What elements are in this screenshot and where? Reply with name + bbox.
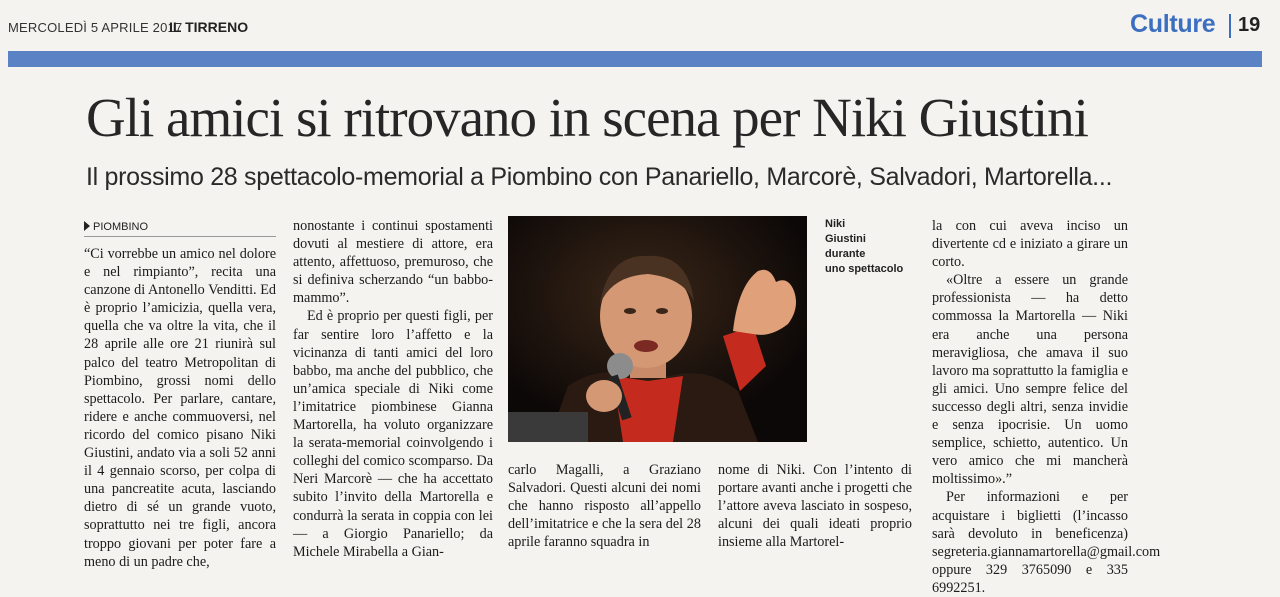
dateline <box>84 221 276 237</box>
article-photo <box>508 216 807 442</box>
newspaper-name: IL TIRRENO <box>169 19 249 35</box>
article-column-4 <box>718 461 912 551</box>
issue-date: MERCOLEDÌ 5 APRILE 2017 <box>8 20 183 35</box>
performer-photo-illustration <box>508 216 807 442</box>
header-divider <box>1229 14 1231 38</box>
paragraph: la con cui aveva inciso un divertente cd e iniziato a girare un corto. <box>932 218 1128 271</box>
paragraph: carlo Magalli, a Graziano Salvadori. Questi alcuni dei nomi che hanno risposto all’appello dell’imitatrice e che la sera del 28 aprile faranno squadra in <box>508 462 701 551</box>
article-subheadline: Il prossimo 28 spettacolo-memorial a Piombino con Panariello, Marcorè, Salvadori, Martorella... <box>86 163 1113 191</box>
photo-caption <box>825 217 915 277</box>
section-color-bar <box>8 51 1262 67</box>
section-title: Culture <box>1130 10 1216 38</box>
paragraph: Per informazioni e per acquistare i biglietti (l’incasso sarà devoluto in beneficenza) segreteria.giannamartorella@gmail.com oppure 329 3765090 e 335 6992251. <box>932 489 1161 596</box>
dateline-marker-icon <box>84 221 90 231</box>
caption-line: Giustini <box>825 233 866 245</box>
paragraph: nome di Niki. Con l’intento di portare avanti anche i progetti che l’attore aveva lasciato in sospeso, alcuni dei quali ideati proprio insieme alla Martorel- <box>718 462 912 551</box>
article-headline: Gli amici si ritrovano in scena per Niki Giustini <box>86 87 1088 148</box>
page-number: 19 <box>1238 14 1261 36</box>
dateline-text: PIOMBINO <box>93 221 149 233</box>
paragraph: Ed è proprio per questi figli, per far sentire loro l’affetto e la vicinanza di tanti amici del loro babbo, ma anche del pubblico, che un’amica speciale di Niki come l’imitatrice piombinese Gianna Martorella, ha voluto organizzare la serata-memorial coinvolgendo i colleghi del comico scomparso. Da Neri Marcorè — che ha accettato subito l’invito della Martorella e condurrà la serata in coppia con lei — a Giorgio Panariello; da Michele Mirabella a Gian- <box>293 308 493 560</box>
paragraph: “Ci vorrebbe un amico nel dolore e nel rimpianto”, recita una canzone di Antonello Venditti. Ed è proprio l’amicizia, quella vera, quella che va oltre la vita, che il 28 aprile alle ore 21 riunirà sul palco del teatro Metropolitan di Piombino, grossi nomi dello spettacolo. Per parlare, cantare, ridere e anche commuoversi, nel ricordo del comico pisano Niki Giustini, andato via a soli 52 anni il 4 gennaio scorso, per colpa di una pancreatite acuta, lasciando dietro di sé un grande vuoto, soprattutto nei tre figli, ancora troppo giovani per poter fare a meno di un padre che, <box>84 246 276 570</box>
article-column-1 <box>84 245 276 571</box>
paragraph: «Oltre a essere un grande professionista — ha detto commossa la Martorella — Niki era anche una persona meravigliosa, che amava il suo lavoro ma soprattutto la famiglia e gli amici. Uno sempre felice del successo degli altri, senza invidie e senza ipocrisie. Un uomo semplice, schietto, autentico. Un vero amico che mi mancherà moltissimo».” <box>932 272 1128 488</box>
article-column-3 <box>508 461 701 551</box>
article-column-5 <box>932 217 1161 597</box>
caption-line: Niki <box>825 218 846 230</box>
caption-line: uno spettacolo <box>825 263 904 275</box>
paragraph: nonostante i continui spostamenti dovuti al mestiere di attore, era attento, affettuoso, premuroso, che si definiva scherzando “un babbo-mammo”. <box>293 218 493 307</box>
caption-line: durante <box>825 248 866 260</box>
article-column-2 <box>293 217 493 561</box>
